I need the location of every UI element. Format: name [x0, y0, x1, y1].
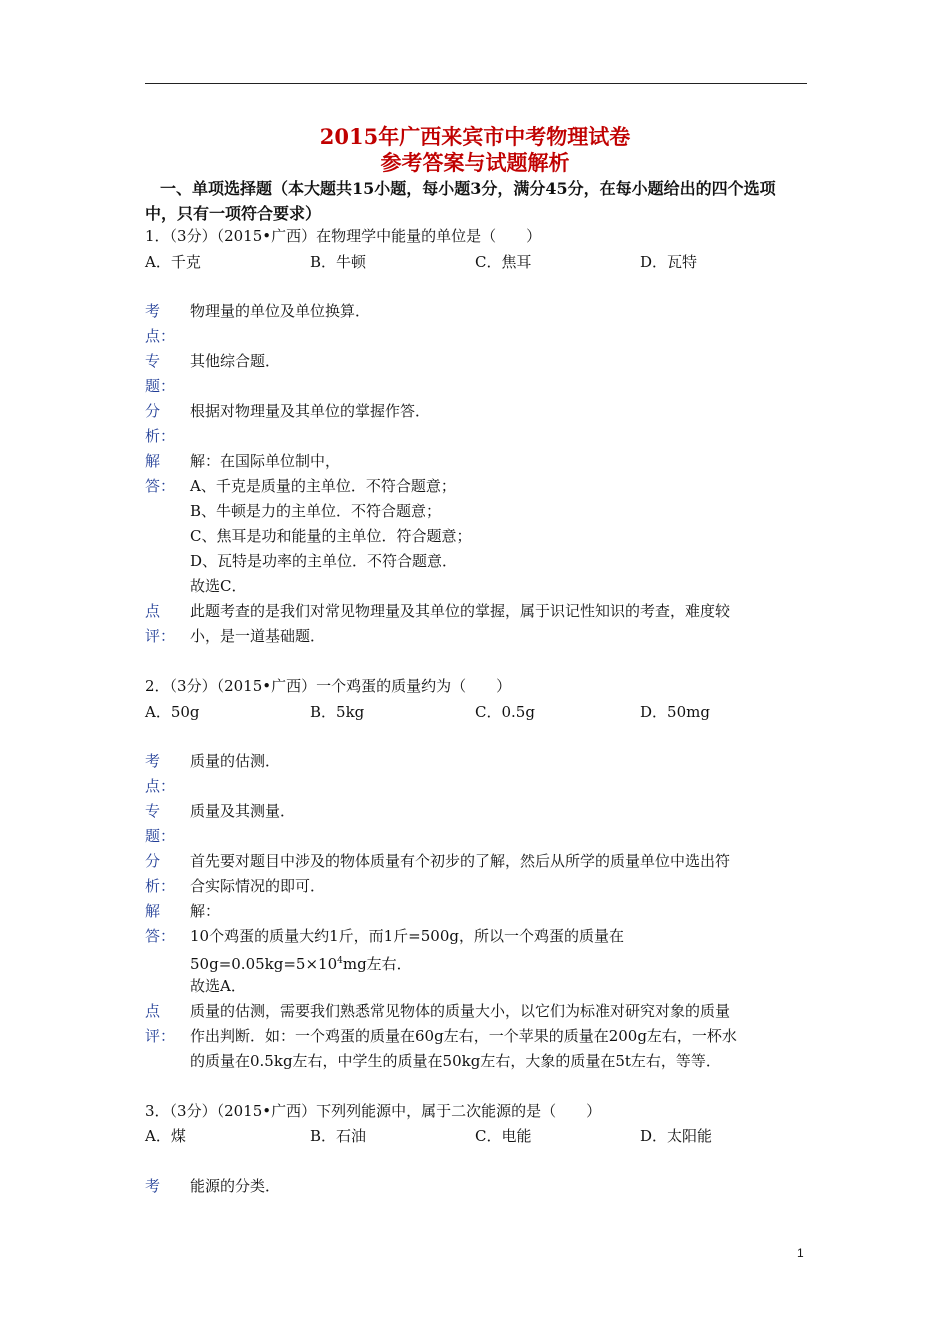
q2-jieda-line-3-main: 50g=0.05kg=5×10: [190, 955, 338, 973]
q2-zhuanti-text: 质量及其测量．: [190, 802, 296, 820]
q1-kaodian-label-2: 点：: [145, 327, 176, 345]
q2-jieda-label-2: 答：: [145, 927, 176, 945]
q1-jieda-label-2: 答：: [145, 477, 176, 495]
q2-jieda-line-4: 故选A．: [190, 977, 246, 995]
q2-kaodian-label-2: 点：: [145, 777, 176, 795]
question-1-option-d: D．瓦特: [640, 253, 698, 271]
q1-fenxi-label-1: 分: [145, 402, 161, 420]
q2-zhuanti-label-1: 专: [145, 802, 161, 820]
document-subtitle: 参考答案与试题解析: [380, 150, 570, 175]
question-2-option-d: D．50mg: [640, 703, 710, 721]
question-3-stem: 3．（3分）（2015•广西）下列列能源中，属于二次能源的是（ ）: [145, 1102, 602, 1120]
q1-jieda-line-6: 故选C．: [190, 577, 247, 595]
q1-kaodian-text: 物理量的单位及单位换算．: [190, 302, 371, 320]
q1-dianping-label-1: 点: [145, 602, 161, 620]
q2-kaodian-text: 质量的估测．: [190, 752, 281, 770]
q2-jieda-exponent: 4: [337, 956, 343, 966]
q1-dianping-line-1: 此题考查的是我们对常见物理量及其单位的掌握，属于识记性知识的考查，难度较: [190, 602, 731, 620]
q1-jieda-line-2: A、千克是质量的主单位．不符合题意；: [190, 477, 456, 495]
q3-kaodian-text: 能源的分类．: [190, 1177, 281, 1195]
question-1-stem: 1．（3分）（2015•广西）在物理学中能量的单位是（ ）: [145, 227, 542, 245]
header-rule: [145, 83, 807, 84]
q1-dianping-line-2: 小，是一道基础题．: [190, 627, 326, 645]
question-2-option-c: C．0.5g: [475, 703, 535, 721]
q1-jieda-label-1: 解: [145, 452, 161, 470]
q1-kaodian-label-1: 考: [145, 302, 161, 320]
q2-zhuanti-label-2: 题：: [145, 827, 176, 845]
q2-jieda-line-2: 10个鸡蛋的质量大约1斤，而1斤=500g，所以一个鸡蛋的质量在: [190, 927, 624, 945]
q1-fenxi-label-2: 析：: [145, 427, 176, 445]
question-3-option-d: D．太阳能: [640, 1127, 713, 1145]
q2-jieda-label-1: 解: [145, 902, 161, 920]
question-2-option-a: A．50g: [145, 703, 200, 721]
question-1-option-a: A．千克: [145, 253, 201, 271]
q2-jieda-line-3: [190, 951, 412, 974]
q3-kaodian-label-1: 考: [145, 1177, 161, 1195]
page-number: 1: [797, 1246, 804, 1260]
q1-zhuanti-text: 其他综合题．: [190, 352, 281, 370]
section-heading-line1: 一、单项选择题（本大题共15小题，每小题3分，满分45分，在每小题给出的四个选项: [160, 179, 776, 198]
q2-kaodian-label-1: 考: [145, 752, 161, 770]
q2-dianping-line-3: 的质量在0.5kg左右，中学生的质量在50kg左右，大象的质量在5t左右，等等．: [190, 1052, 721, 1070]
q2-jieda-line-3-unit: mg左右．: [342, 955, 412, 973]
q2-dianping-line-2: 作出判断．如：一个鸡蛋的质量在60g左右，一个苹果的质量在200g左右，一杯水: [190, 1027, 737, 1045]
q1-zhuanti-label-1: 专: [145, 352, 161, 370]
q2-fenxi-line-2: 合实际情况的即可．: [190, 877, 326, 895]
question-1-option-b: B．牛顿: [310, 253, 367, 271]
document-title: 2015年广西来宾市中考物理试卷: [319, 124, 631, 149]
q2-fenxi-label-1: 分: [145, 852, 161, 870]
q2-fenxi-label-2: 析：: [145, 877, 176, 895]
question-3-option-a: A．煤: [145, 1127, 186, 1145]
q2-dianping-line-1: 质量的估测，需要我们熟悉常见物体的质量大小，以它们为标准对研究对象的质量: [190, 1002, 731, 1020]
question-3-option-b: B．石油: [310, 1127, 367, 1145]
q1-jieda-line-5: D、瓦特是功率的主单位．不符合题意．: [190, 552, 458, 570]
q1-jieda-line-3: B、牛顿是力的主单位．不符合题意；: [190, 502, 442, 520]
q2-fenxi-line-1: 首先要对题目中涉及的物体质量有个初步的了解，然后从所学的质量单位中选出符: [190, 852, 731, 870]
q2-dianping-label-1: 点: [145, 1002, 161, 1020]
q1-jieda-line-1: 解：在国际单位制中，: [190, 452, 341, 470]
question-2-option-b: B．5kg: [310, 703, 365, 721]
q2-dianping-label-2: 评：: [145, 1027, 176, 1045]
question-2-stem: 2．（3分）（2015•广西）一个鸡蛋的质量约为（ ）: [145, 677, 512, 695]
question-1-option-c: C．焦耳: [475, 253, 532, 271]
q1-jieda-line-4: C、焦耳是功和能量的主单位．符合题意；: [190, 527, 472, 545]
q1-zhuanti-label-2: 题：: [145, 377, 176, 395]
q2-jieda-line-1: 解：: [190, 902, 221, 920]
question-3-option-c: C．电能: [475, 1127, 532, 1145]
section-heading-line2: 中，只有一项符合要求）: [145, 204, 322, 223]
q1-fenxi-text: 根据对物理量及其单位的掌握作答．: [190, 402, 431, 420]
q1-dianping-label-2: 评：: [145, 627, 176, 645]
